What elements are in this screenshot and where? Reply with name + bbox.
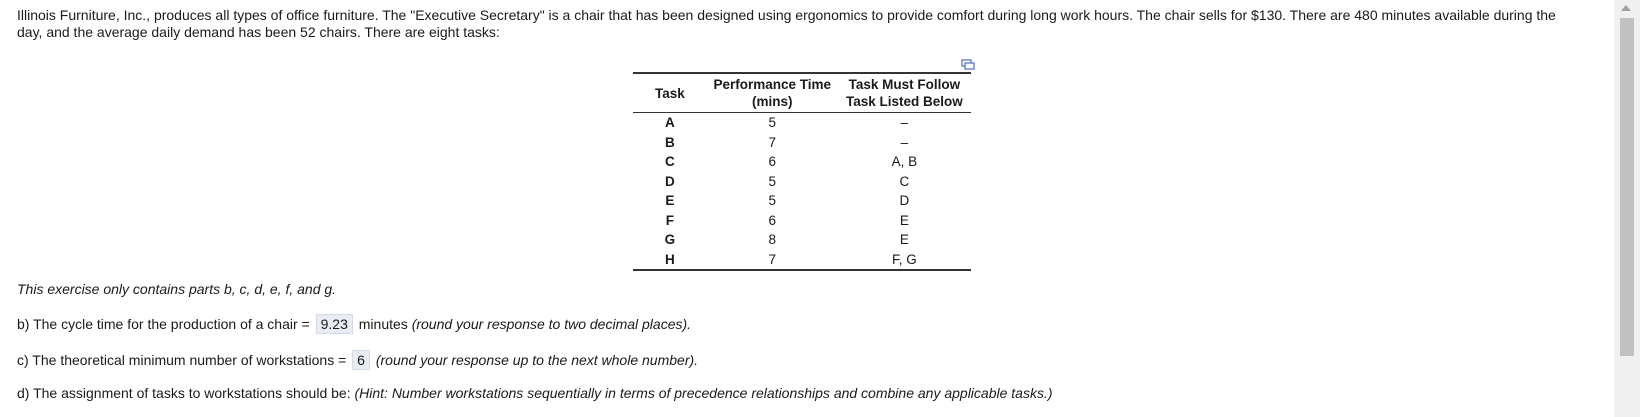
- table-row: [633, 152, 971, 172]
- predecessor-cell: E: [899, 232, 909, 248]
- problem-intro: Illinois Furniture, Inc., produces all types of office furniture. The "Executive Secretary" is a chair that has been designed using ergonomics to provide comfort during long work hours. The chair sells for $130. There are 480 minutes available during the day, and the average daily demand has been 52 chairs. There are eight tasks:: [17, 7, 1556, 40]
- part-b-hint: (round your response to two decimal places).: [411, 316, 692, 332]
- performance-time-cell: 5: [768, 173, 777, 189]
- task-cell: H: [664, 251, 675, 267]
- part-d-prefix: d) The assignment of tasks to workstations should be:: [17, 385, 351, 401]
- performance-time-cell: 8: [768, 232, 777, 248]
- predecessor-cell: D: [899, 193, 910, 209]
- part-b-question: [17, 314, 691, 334]
- performance-time-cell: 7: [768, 134, 777, 150]
- table-row: [633, 133, 971, 153]
- part-d-question: [17, 385, 1053, 401]
- performance-time-cell: 6: [768, 212, 777, 228]
- vertical-scrollbar[interactable]: [1614, 0, 1640, 417]
- scroll-up-arrow-icon[interactable]: [1621, 5, 1631, 11]
- table-row: [633, 211, 971, 231]
- table-header-row: [633, 73, 971, 113]
- part-b-answer[interactable]: 9.23: [316, 314, 353, 334]
- part-d-hint: (Hint: Number workstations sequentially in terms of precedence relationships and combine any applicable tasks.): [354, 385, 1053, 401]
- scroll-thumb[interactable]: [1620, 18, 1634, 356]
- table-row: [633, 113, 971, 133]
- part-c-question: [17, 350, 698, 370]
- header-task-must-follow: Task Must Follow Task Listed Below: [838, 73, 971, 113]
- table-row: [633, 191, 971, 211]
- table-row: [633, 250, 971, 271]
- predecessor-cell: A, B: [891, 154, 918, 170]
- header-task: Task: [633, 73, 707, 113]
- part-c-hint: (round your response up to the next whole number).: [375, 352, 699, 368]
- task-cell: G: [664, 232, 676, 248]
- performance-time-cell: 7: [768, 251, 777, 267]
- task-cell: D: [664, 173, 675, 189]
- performance-time-cell: 5: [768, 193, 777, 209]
- predecessor-cell: C: [899, 173, 910, 189]
- part-b-prefix: b) The cycle time for the production of a chair =: [17, 316, 310, 332]
- exercise-note: This exercise only contains parts b, c, d, e, f, and g.: [17, 281, 337, 297]
- task-table: [633, 72, 971, 271]
- part-b-suffix: minutes: [358, 316, 408, 332]
- header-performance-time: Performance Time (mins): [707, 73, 838, 113]
- predecessor-cell: –: [900, 134, 909, 150]
- popout-window-icon[interactable]: [961, 57, 975, 68]
- performance-time-cell: 5: [768, 115, 777, 131]
- task-cell: E: [665, 193, 675, 209]
- performance-time-cell: 6: [768, 154, 777, 170]
- table-row: [633, 230, 971, 250]
- table-row: [633, 172, 971, 192]
- task-cell: C: [664, 154, 675, 170]
- task-cell: F: [665, 212, 674, 228]
- predecessor-cell: F, G: [892, 251, 917, 267]
- part-c-answer[interactable]: 6: [352, 350, 370, 370]
- part-c-prefix: c) The theoretical minimum number of workstations =: [17, 352, 347, 368]
- task-cell: A: [664, 115, 675, 131]
- task-cell: B: [664, 134, 675, 150]
- predecessor-cell: E: [899, 212, 909, 228]
- predecessor-cell: –: [900, 115, 909, 131]
